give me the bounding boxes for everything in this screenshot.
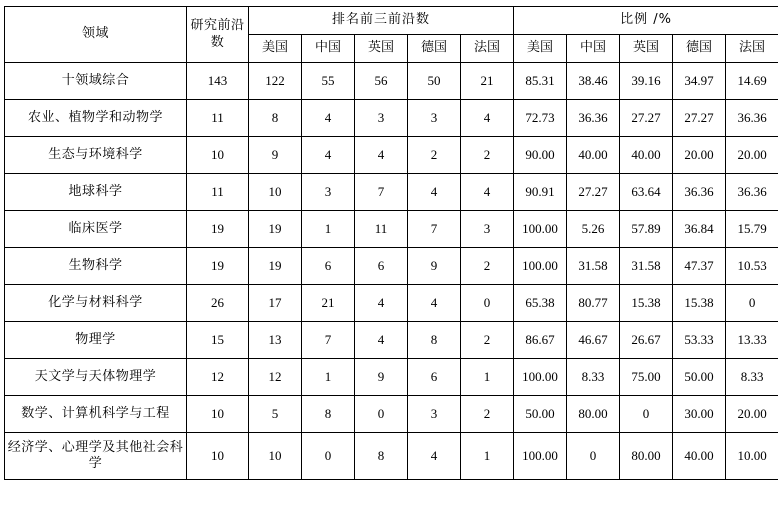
cell-ratio-us: 100.00 (514, 248, 567, 285)
cell-ratio-us: 90.00 (514, 137, 567, 174)
cell-domain: 临床医学 (5, 211, 187, 248)
cell-total-frontiers: 10 (187, 433, 249, 480)
cell-rank-de: 3 (408, 396, 461, 433)
cell-rank-de: 6 (408, 359, 461, 396)
cell-rank-cn: 4 (302, 137, 355, 174)
table-header (5, 7, 778, 63)
cell-rank-uk: 7 (355, 174, 408, 211)
cell-rank-us: 8 (249, 100, 302, 137)
cell-ratio-de: 36.36 (673, 174, 726, 211)
header-domain: 领域 (5, 7, 187, 63)
table-row (5, 137, 778, 174)
table-row (5, 63, 778, 100)
cell-rank-fr: 2 (461, 248, 514, 285)
cell-ratio-uk: 27.27 (620, 100, 673, 137)
cell-rank-cn: 55 (302, 63, 355, 100)
cell-rank-us: 122 (249, 63, 302, 100)
cell-rank-cn: 7 (302, 322, 355, 359)
cell-ratio-us: 85.31 (514, 63, 567, 100)
cell-ratio-de: 15.38 (673, 285, 726, 322)
cell-ratio-fr: 20.00 (726, 396, 778, 433)
table-body (5, 63, 778, 480)
cell-rank-us: 19 (249, 248, 302, 285)
cell-total-frontiers: 11 (187, 174, 249, 211)
cell-rank-de: 7 (408, 211, 461, 248)
cell-ratio-uk: 26.67 (620, 322, 673, 359)
cell-rank-de: 4 (408, 285, 461, 322)
cell-total-frontiers: 10 (187, 396, 249, 433)
cell-rank-uk: 6 (355, 248, 408, 285)
header-ratio-de: 德国 (673, 35, 726, 63)
cell-domain: 经济学、心理学及其他社会科学 (5, 433, 187, 480)
cell-total-frontiers: 15 (187, 322, 249, 359)
cell-ratio-de: 50.00 (673, 359, 726, 396)
table-row (5, 396, 778, 433)
cell-rank-us: 9 (249, 137, 302, 174)
cell-domain: 数学、计算机科学与工程 (5, 396, 187, 433)
cell-rank-uk: 3 (355, 100, 408, 137)
header-rank-us: 美国 (249, 35, 302, 63)
cell-rank-us: 17 (249, 285, 302, 322)
table-row (5, 359, 778, 396)
cell-domain: 物理学 (5, 322, 187, 359)
cell-rank-fr: 1 (461, 433, 514, 480)
cell-total-frontiers: 12 (187, 359, 249, 396)
cell-rank-de: 3 (408, 100, 461, 137)
cell-rank-de: 50 (408, 63, 461, 100)
cell-ratio-fr: 15.79 (726, 211, 778, 248)
cell-ratio-fr: 14.69 (726, 63, 778, 100)
cell-rank-us: 5 (249, 396, 302, 433)
header-row-groups (5, 7, 778, 35)
cell-ratio-de: 34.97 (673, 63, 726, 100)
research-frontiers-table (4, 6, 778, 480)
cell-ratio-us: 72.73 (514, 100, 567, 137)
cell-total-frontiers: 143 (187, 63, 249, 100)
cell-rank-cn: 3 (302, 174, 355, 211)
table-row (5, 285, 778, 322)
cell-ratio-de: 36.84 (673, 211, 726, 248)
cell-rank-uk: 4 (355, 322, 408, 359)
cell-total-frontiers: 26 (187, 285, 249, 322)
cell-ratio-uk: 75.00 (620, 359, 673, 396)
cell-rank-uk: 56 (355, 63, 408, 100)
cell-total-frontiers: 11 (187, 100, 249, 137)
cell-rank-uk: 0 (355, 396, 408, 433)
table-row (5, 211, 778, 248)
cell-ratio-de: 30.00 (673, 396, 726, 433)
cell-ratio-cn: 80.77 (567, 285, 620, 322)
cell-ratio-us: 100.00 (514, 211, 567, 248)
cell-ratio-uk: 15.38 (620, 285, 673, 322)
table-row (5, 433, 778, 480)
cell-total-frontiers: 19 (187, 248, 249, 285)
cell-rank-fr: 21 (461, 63, 514, 100)
cell-ratio-uk: 57.89 (620, 211, 673, 248)
cell-ratio-us: 65.38 (514, 285, 567, 322)
cell-domain: 十领域综合 (5, 63, 187, 100)
cell-domain: 天文学与天体物理学 (5, 359, 187, 396)
table-row (5, 248, 778, 285)
cell-ratio-de: 27.27 (673, 100, 726, 137)
cell-rank-us: 13 (249, 322, 302, 359)
cell-ratio-cn: 31.58 (567, 248, 620, 285)
cell-ratio-fr: 10.53 (726, 248, 778, 285)
cell-rank-fr: 3 (461, 211, 514, 248)
cell-rank-de: 4 (408, 433, 461, 480)
header-ratio-group: 比例 /% (514, 7, 778, 35)
cell-domain: 生物科学 (5, 248, 187, 285)
cell-ratio-us: 100.00 (514, 433, 567, 480)
header-total-frontiers: 研究前沿数 (187, 7, 249, 63)
cell-rank-fr: 2 (461, 137, 514, 174)
cell-rank-us: 12 (249, 359, 302, 396)
cell-ratio-us: 86.67 (514, 322, 567, 359)
cell-domain: 生态与环境科学 (5, 137, 187, 174)
cell-ratio-fr: 13.33 (726, 322, 778, 359)
cell-rank-fr: 2 (461, 396, 514, 433)
cell-rank-cn: 6 (302, 248, 355, 285)
cell-domain: 化学与材料科学 (5, 285, 187, 322)
table-row (5, 322, 778, 359)
cell-ratio-us: 50.00 (514, 396, 567, 433)
table-row (5, 100, 778, 137)
cell-rank-de: 9 (408, 248, 461, 285)
cell-ratio-cn: 80.00 (567, 396, 620, 433)
cell-ratio-uk: 40.00 (620, 137, 673, 174)
cell-ratio-us: 90.91 (514, 174, 567, 211)
cell-ratio-cn: 40.00 (567, 137, 620, 174)
cell-ratio-uk: 31.58 (620, 248, 673, 285)
cell-rank-cn: 1 (302, 359, 355, 396)
cell-rank-de: 2 (408, 137, 461, 174)
header-top3-group: 排名前三前沿数 (249, 7, 514, 35)
cell-rank-fr: 1 (461, 359, 514, 396)
cell-rank-fr: 4 (461, 100, 514, 137)
header-rank-uk: 英国 (355, 35, 408, 63)
cell-ratio-fr: 10.00 (726, 433, 778, 480)
table-row (5, 174, 778, 211)
cell-ratio-us: 100.00 (514, 359, 567, 396)
cell-ratio-cn: 5.26 (567, 211, 620, 248)
cell-ratio-cn: 0 (567, 433, 620, 480)
cell-domain: 地球科学 (5, 174, 187, 211)
header-ratio-cn: 中国 (567, 35, 620, 63)
cell-rank-us: 19 (249, 211, 302, 248)
cell-rank-uk: 4 (355, 137, 408, 174)
cell-ratio-uk: 63.64 (620, 174, 673, 211)
cell-rank-fr: 4 (461, 174, 514, 211)
cell-ratio-fr: 20.00 (726, 137, 778, 174)
cell-rank-fr: 2 (461, 322, 514, 359)
cell-total-frontiers: 10 (187, 137, 249, 174)
cell-rank-us: 10 (249, 433, 302, 480)
cell-rank-uk: 8 (355, 433, 408, 480)
cell-ratio-cn: 27.27 (567, 174, 620, 211)
cell-rank-us: 10 (249, 174, 302, 211)
cell-ratio-uk: 39.16 (620, 63, 673, 100)
cell-ratio-cn: 8.33 (567, 359, 620, 396)
cell-ratio-cn: 36.36 (567, 100, 620, 137)
cell-ratio-de: 53.33 (673, 322, 726, 359)
header-rank-de: 德国 (408, 35, 461, 63)
cell-ratio-fr: 36.36 (726, 174, 778, 211)
cell-ratio-uk: 0 (620, 396, 673, 433)
cell-domain: 农业、植物学和动物学 (5, 100, 187, 137)
cell-ratio-fr: 36.36 (726, 100, 778, 137)
cell-ratio-de: 20.00 (673, 137, 726, 174)
cell-rank-cn: 1 (302, 211, 355, 248)
cell-ratio-fr: 8.33 (726, 359, 778, 396)
cell-rank-fr: 0 (461, 285, 514, 322)
header-rank-fr: 法国 (461, 35, 514, 63)
header-ratio-uk: 英国 (620, 35, 673, 63)
cell-rank-uk: 4 (355, 285, 408, 322)
cell-ratio-uk: 80.00 (620, 433, 673, 480)
cell-total-frontiers: 19 (187, 211, 249, 248)
cell-ratio-fr: 0 (726, 285, 778, 322)
cell-rank-de: 4 (408, 174, 461, 211)
cell-rank-cn: 21 (302, 285, 355, 322)
cell-ratio-cn: 38.46 (567, 63, 620, 100)
header-ratio-fr: 法国 (726, 35, 778, 63)
header-ratio-us: 美国 (514, 35, 567, 63)
cell-rank-uk: 11 (355, 211, 408, 248)
cell-rank-cn: 8 (302, 396, 355, 433)
header-rank-cn: 中国 (302, 35, 355, 63)
cell-rank-cn: 4 (302, 100, 355, 137)
cell-rank-de: 8 (408, 322, 461, 359)
cell-rank-cn: 0 (302, 433, 355, 480)
cell-ratio-de: 40.00 (673, 433, 726, 480)
cell-ratio-cn: 46.67 (567, 322, 620, 359)
cell-ratio-de: 47.37 (673, 248, 726, 285)
cell-rank-uk: 9 (355, 359, 408, 396)
